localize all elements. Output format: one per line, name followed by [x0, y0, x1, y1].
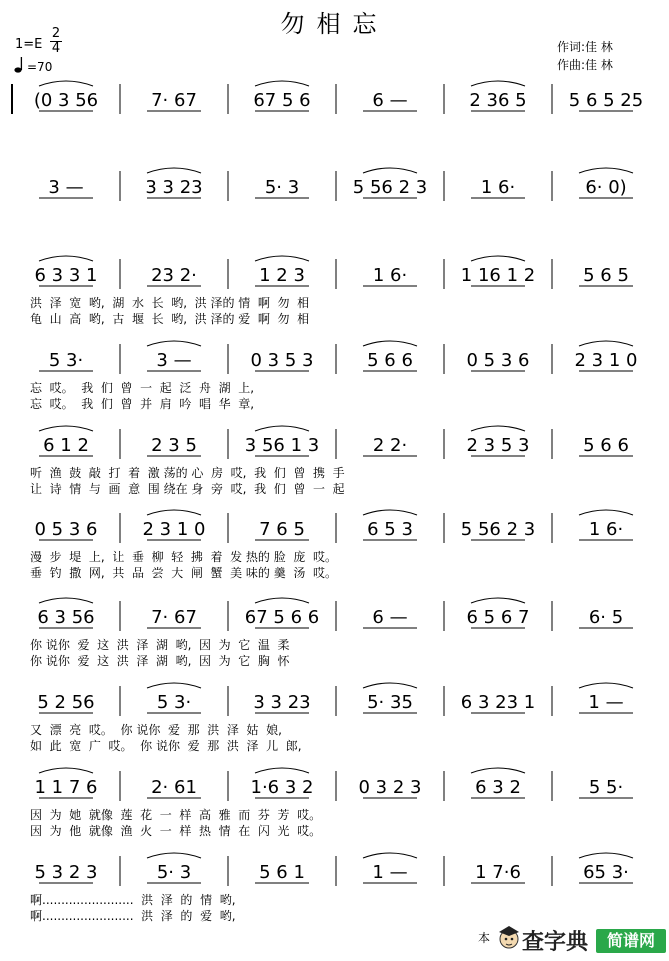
slur-arc: [255, 598, 309, 603]
measure-notes: 5 6 6: [583, 435, 629, 456]
lyric-verse-2: 因 为 他 就像 渔 火 一 样 热 情 在 闪 光 哎。: [30, 824, 322, 838]
measure-notes: 7· 67: [151, 90, 197, 111]
measure-notes: 5 56 2 3: [352, 177, 428, 198]
measure-notes: 67 5 6: [253, 90, 311, 111]
slur-arc: [147, 853, 201, 858]
measure-notes: 6 5 3: [367, 519, 413, 540]
measure-notes: 3 56 1 3: [244, 435, 320, 456]
slur-arc: [579, 510, 633, 515]
measure-notes: 0 5 3 6: [466, 350, 530, 371]
slur-arc: [363, 341, 417, 346]
measure-notes: 2 3 1 0: [574, 350, 638, 371]
measure-notes: 0 3 5 3: [250, 350, 314, 371]
measure-notes: 5· 3: [264, 177, 300, 198]
slur-arc: [255, 768, 309, 773]
site-badge[interactable]: 简谱网: [596, 929, 666, 953]
slur-arc: [147, 168, 201, 173]
slur-arc: [363, 853, 417, 858]
measure-notes: 1 6·: [372, 265, 408, 286]
lyric-verse-2: 龟 山 高 哟, 古 堰 长 哟, 洪 泽的 爱 啊 勿 相: [30, 312, 310, 326]
slur-arc: [147, 683, 201, 688]
measure-notes: 2 3 1 0: [142, 519, 206, 540]
measure-notes: 6 —: [372, 90, 408, 111]
slur-arc: [579, 853, 633, 858]
slur-arc: [39, 598, 93, 603]
measure-notes: 2· 61: [151, 777, 197, 798]
measure-notes: 5 2 56: [37, 692, 95, 713]
measure-notes: 5 6 1: [259, 862, 305, 883]
measure-notes: 5 6 5 25: [568, 90, 644, 111]
measure-notes: 1 6·: [588, 519, 624, 540]
slur-arc: [147, 341, 201, 346]
site-brand[interactable]: 查字典: [522, 930, 589, 955]
slur-arc: [363, 510, 417, 515]
slur-arc: [255, 256, 309, 261]
measure-notes: 2 3 5: [151, 435, 197, 456]
time-signature-bottom: 4: [51, 41, 61, 56]
lyric-verse-1: 漫 步 堤 上, 让 垂 柳 轻 拂 着 发 热的 脸 庞 哎。: [30, 550, 337, 564]
measure-notes: 5 3·: [48, 350, 84, 371]
slur-arc: [363, 168, 417, 173]
lyric-verse-2: 垂 钓 撒 网, 共 品 尝 大 闸 蟹 美 味的 羹 汤 哎。: [30, 566, 337, 580]
measure-notes: 1·6 3 2: [250, 777, 314, 798]
measure-notes: 1 2 3: [259, 265, 305, 286]
measure-notes: 6 —: [372, 607, 408, 628]
slur-arc: [471, 256, 525, 261]
measure-notes: 5 3·: [156, 692, 192, 713]
measure-notes: 5· 3: [156, 862, 192, 883]
measure-notes: 0 3 2 3: [358, 777, 422, 798]
lyric-verse-2: 如 此 宽 广 哎。 你 说你 爱 那 洪 泽 儿 郎,: [30, 739, 302, 753]
time-signature-top: 2: [51, 26, 61, 41]
lyric-verse-2: 忘 哎。 我 们 曾 并 肩 吟 唱 华 章,: [30, 397, 255, 411]
tempo-marking: =70: [27, 60, 53, 74]
slur-arc: [471, 81, 525, 86]
measure-notes: 1 —: [372, 862, 408, 883]
measure-notes: 5 6 5: [583, 265, 629, 286]
measure-notes: 5 3 2 3: [34, 862, 98, 883]
measure-notes: 23 2·: [151, 265, 197, 286]
lyric-verse-1: 你 说你 爱 这 洪 泽 湖 哟, 因 为 它 温 柔: [30, 638, 290, 652]
slur-arc: [579, 341, 633, 346]
measure-notes: 6 3 56: [37, 607, 95, 628]
measure-notes: 6 5 6 7: [466, 607, 530, 628]
slur-arc: [39, 81, 93, 86]
slur-arc: [39, 256, 93, 261]
measure-notes: 5 5·: [588, 777, 624, 798]
lyric-verse-1: 因 为 她 就像 莲 花 一 样 高 雅 而 芬 芳 哎。: [30, 808, 322, 822]
measure-notes: 1 1 7 6: [34, 777, 98, 798]
measure-notes: 5 56 2 3: [460, 519, 536, 540]
measure-notes: 6 1 2: [43, 435, 89, 456]
slur-arc: [471, 768, 525, 773]
measure-notes: (0 3 56: [33, 90, 99, 111]
footer-prefix: 本: [478, 931, 491, 945]
lyric-verse-1: 忘 哎。 我 们 曾 一 起 泛 舟 湖 上,: [30, 381, 255, 395]
lyricist-credit: 作词:佳 林: [557, 40, 613, 54]
lyric-verse-1: 又 漂 亮 哎。 你 说你 爱 那 洪 泽 姑 娘,: [30, 723, 282, 737]
measure-notes: 6 3 23 1: [460, 692, 536, 713]
measure-notes: 1 7·6: [475, 862, 521, 883]
slur-arc: [471, 426, 525, 431]
composer-credit: 作曲:佳 林: [557, 58, 613, 72]
slur-arc: [579, 168, 633, 173]
slur-arc: [255, 81, 309, 86]
lyric-verse-1: 洪 泽 宽 哟, 湖 水 长 哟, 洪 泽的 情 啊 勿 相: [30, 296, 310, 310]
lyric-verse-2: 啊........................ 洪 泽 的 爱 哟,: [30, 909, 236, 923]
measure-notes: 0 5 3 6: [34, 519, 98, 540]
slur-arc: [39, 768, 93, 773]
lyric-verse-2: 让 诗 情 与 画 意 围 绕在 身 旁 哎, 我 们 曾 一 起: [30, 482, 345, 496]
key-signature: 1=E: [15, 37, 43, 52]
lyric-verse-1: 听 渔 鼓 敲 打 着 激 荡的 心 房 哎, 我 们 曾 携 手: [30, 466, 345, 480]
measure-notes: 5 6 6: [367, 350, 413, 371]
measure-notes: 2 36 5: [469, 90, 527, 111]
measure-notes: 1 —: [588, 692, 624, 713]
slur-arc: [147, 510, 201, 515]
lyric-verse-2: 你 说你 爱 这 洪 泽 湖 哟, 因 为 它 胸 怀: [30, 654, 290, 668]
mascot-logo-icon: [497, 924, 521, 954]
slur-arc: [579, 683, 633, 688]
measure-notes: 65 3·: [583, 862, 629, 883]
measure-notes: 6· 0): [585, 177, 627, 198]
measure-notes: 7 6 5: [259, 519, 305, 540]
slur-arc: [471, 598, 525, 603]
slur-arc: [363, 683, 417, 688]
measure-notes: 2 3 5 3: [466, 435, 530, 456]
measure-notes: 6 3 2: [475, 777, 521, 798]
song-title: 勿相忘: [280, 10, 389, 38]
measure-notes: 67 5 6 6: [244, 607, 320, 628]
measure-notes: 7· 67: [151, 607, 197, 628]
measure-notes: 3 3 23: [253, 692, 311, 713]
measure-notes: 2 2·: [372, 435, 408, 456]
lyric-verse-1: 啊........................ 洪 泽 的 情 哟,: [30, 893, 236, 907]
measure-notes: 3 3 23: [145, 177, 203, 198]
measure-notes: 1 6·: [480, 177, 516, 198]
measure-notes: 1 16 1 2: [460, 265, 536, 286]
measure-notes: 6 3 3 1: [34, 265, 98, 286]
slur-arc: [39, 426, 93, 431]
slur-arc: [255, 426, 309, 431]
measure-notes: 3 —: [48, 177, 84, 198]
measure-notes: 6· 5: [588, 607, 624, 628]
measure-notes: 5· 35: [367, 692, 413, 713]
measure-notes: 3 —: [156, 350, 192, 371]
